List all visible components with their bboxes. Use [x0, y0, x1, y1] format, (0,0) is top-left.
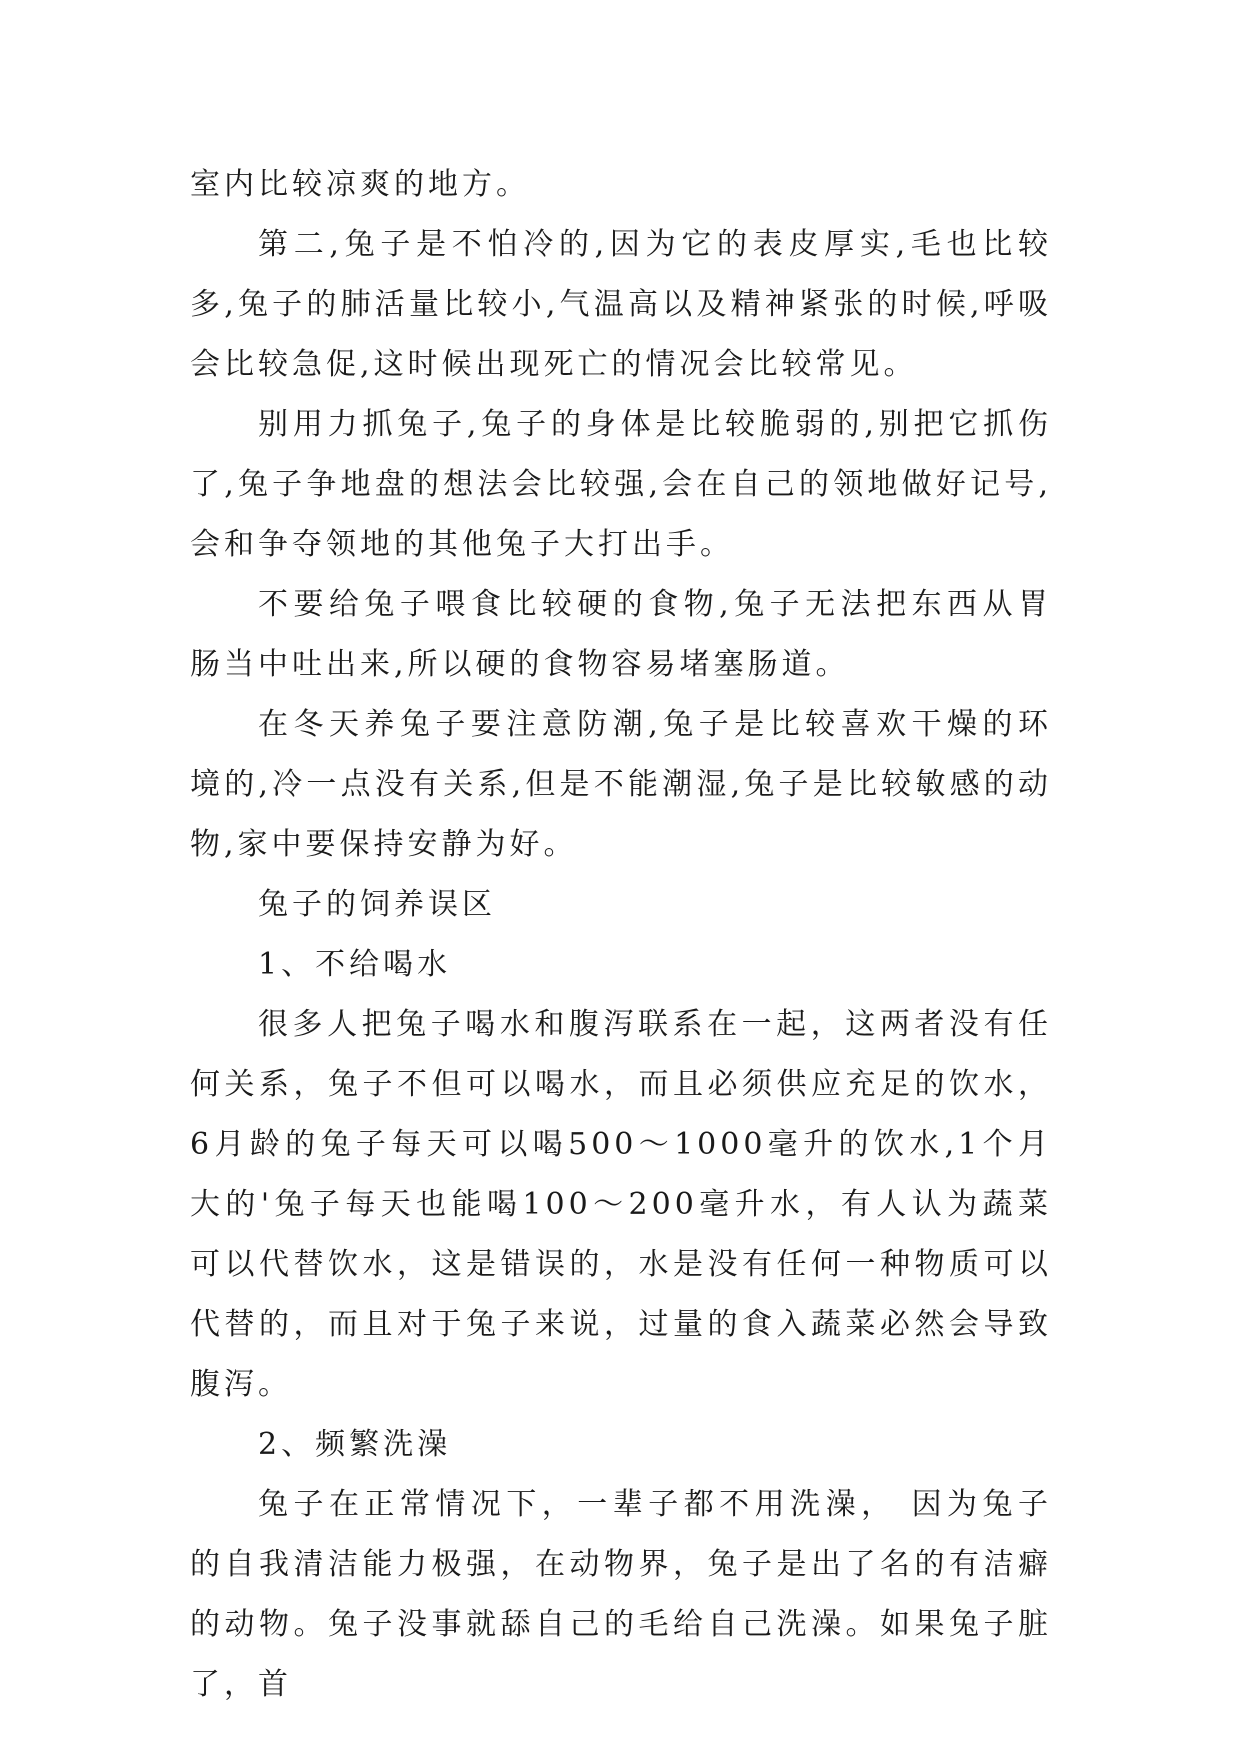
subsection-heading: 2、频繁洗澡 — [258, 1427, 452, 1462]
section-heading: 兔子的饲养误区 — [258, 887, 496, 922]
document-page — [190, 155, 1052, 1715]
subsection-heading: 1、不给喝水 — [258, 947, 452, 982]
paragraph: 在冬天养兔子要注意防潮,兔子是比较喜欢干燥的环境的,冷一点没有关系,但是不能潮湿,兔子是比较敏感的动物,家中要保持安静为好。 — [190, 707, 1052, 862]
paragraph: 别用力抓兔子,兔子的身体是比较脆弱的,别把它抓伤了,兔子争地盘的想法会比较强,会在自己的领地做好记号,会和争夺领地的其他兔子大打出手。 — [190, 407, 1052, 562]
paragraph: 很多人把兔子喝水和腹泻联系在一起，这两者没有任何关系，兔子不但可以喝水，而且必须供应充足的饮水，6月龄的兔子每天可以喝500～1000毫升的饮水,1个月大的'兔子每天也能喝100～200毫升水，有人认为蔬菜可以代替饮水，这是错误的，水是没有任何一种物质可以代替的，而且对于兔子来说，过量的食入蔬菜必然会导致腹泻。 — [190, 1007, 1052, 1402]
paragraph: 第二,兔子是不怕冷的,因为它的表皮厚实,毛也比较多,兔子的肺活量比较小,气温高以及精神紧张的时候,呼吸会比较急促,这时候出现死亡的情况会比较常见。 — [190, 227, 1052, 382]
paragraph: 不要给兔子喂食比较硬的食物,兔子无法把东西从胃肠当中吐出来,所以硬的食物容易堵塞肠道。 — [190, 587, 1052, 682]
paragraph: 室内比较凉爽的地方。 — [190, 167, 530, 202]
paragraph: 兔子在正常情况下，一辈子都不用洗澡， 因为兔子的自我清洁能力极强，在动物界，兔子是出了名的有洁癖的动物。兔子没事就舔自己的毛给自己洗澡。如果兔子脏了，首 — [190, 1487, 1052, 1702]
